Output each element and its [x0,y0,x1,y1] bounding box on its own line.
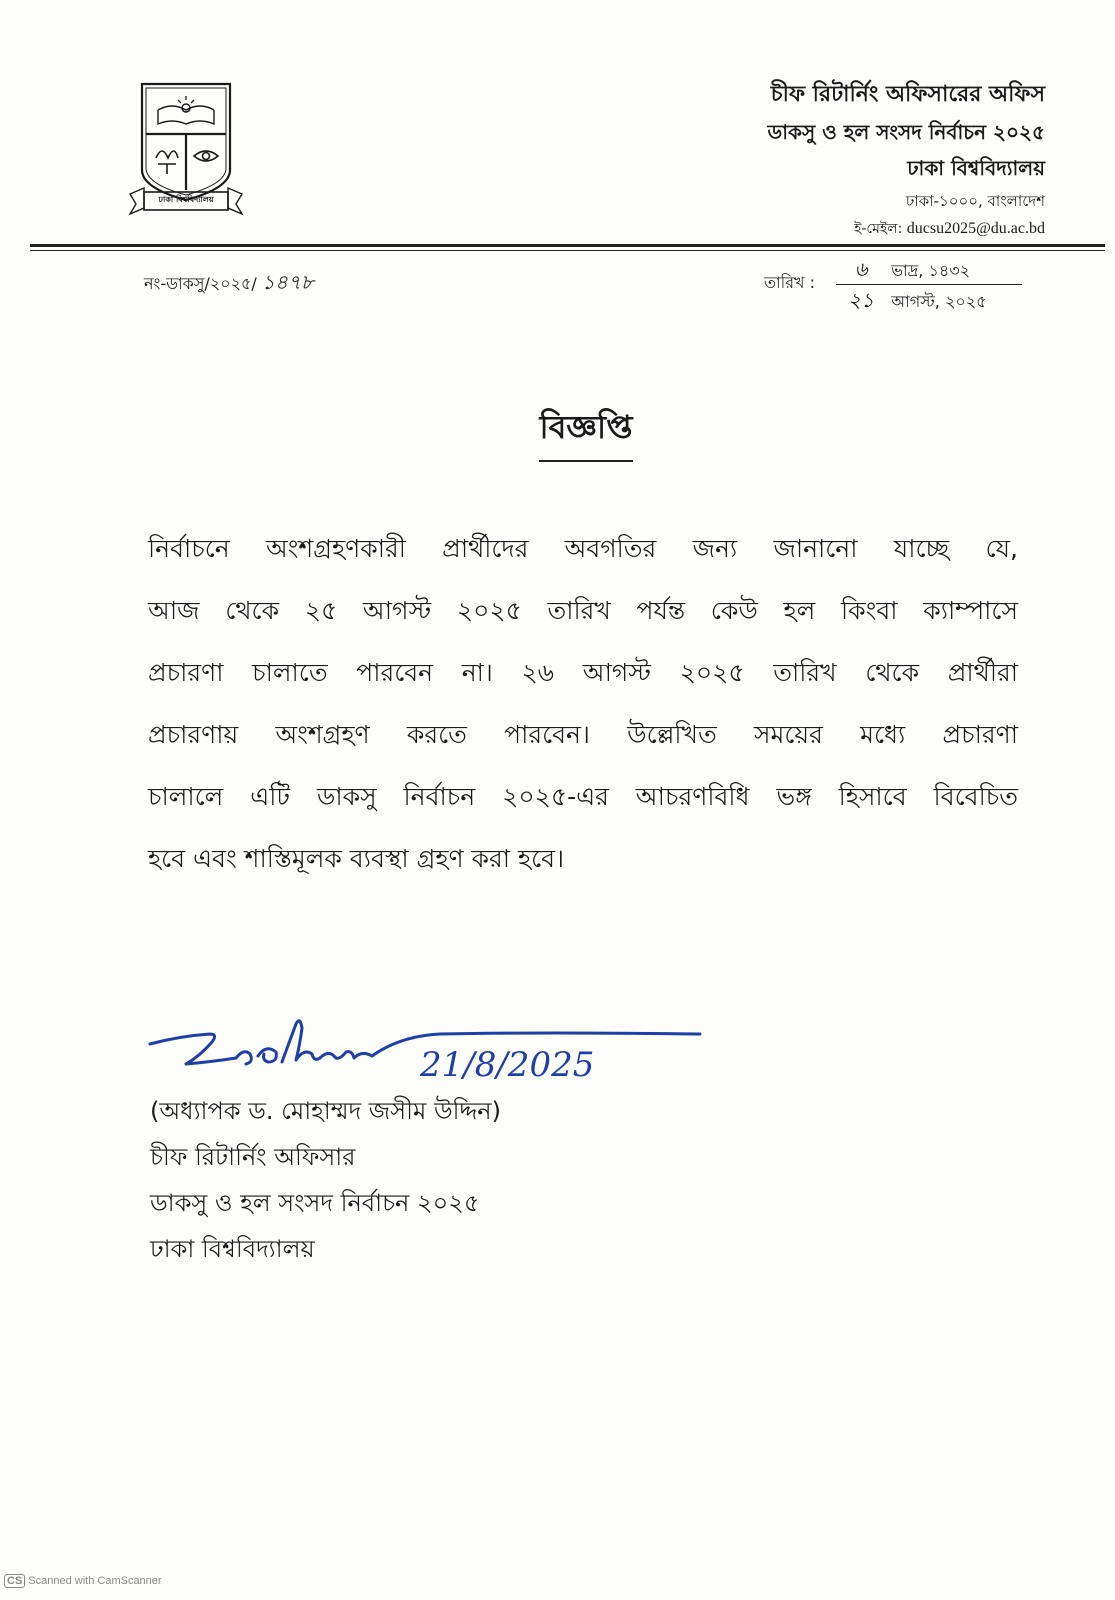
logo-banner-text: ঢাকা বিশ্ববিদ্যালয় [158,195,214,204]
english-date [836,285,1026,315]
date-label: তারিখ : [764,273,816,292]
notice-title [0,402,1115,462]
scanner-watermark [4,1574,162,1588]
body-line: চালালে এটি ডাকসু নির্বাচন ২০২৫-এর আচরণবিধি ভঙ্গ হিসাবে বিবেচিত [148,782,1018,811]
email-label: ই-মেইল: [854,221,903,237]
bangla-day: ৬ [854,257,868,281]
body-line: প্রচারণায় অংশগ্রহণ করতে পারবেন। উল্লেখিত সময়ের মধ্যে প্রচারণা [148,720,1018,749]
date-block [836,254,1026,315]
body-line: প্রচারণা চালাতে পারবেন না। ২৬ আগস্ট ২০২৫ তারিখ থেকে প্রার্থীরা [148,658,1018,687]
email-address: ducsu2025@du.ac.bd [906,220,1045,237]
memo-handwritten-number: ১৪৭৮ [261,270,314,294]
notice-title-text: বিজ্ঞপ্তি [539,402,632,462]
signatory-university: ঢাকা বিশ্ববিদ্যালয় [150,1235,315,1263]
letterhead [525,76,1045,242]
signatory-designation: চীফ রিটার্নিং অফিসার [150,1143,356,1171]
address: ঢাকা-১০০০, বাংলাদেশ [905,192,1045,210]
bangla-month-year: ভাদ্র, ১৪৩২ [891,261,971,280]
header-divider-thin [30,250,1105,251]
english-month-year: আগস্ট, ২০২৫ [891,292,987,311]
body-line: নির্বাচনে অংশগ্রহণকারী প্রার্থীদের অবগতির জন্য জানানো যাচ্ছে যে, [148,534,1018,563]
email-line [525,216,1045,242]
signatory-election: ডাকসু ও হল সংসদ নির্বাচন ২০২৫ [150,1189,480,1217]
university-name: ঢাকা বিশ্ববিদ্যালয় [907,156,1045,180]
camscanner-icon: CS [4,1574,25,1588]
english-day: ২১ [848,288,874,312]
bangla-date [836,254,1026,284]
body-line: আজ থেকে ২৫ আগস্ট ২০২৫ তারিখ পর্যন্ত কেউ হল কিংবা ক্যাম্পাসে [148,596,1018,625]
signatory-name: (অধ্যাপক ড. মোহাম্মদ জসীম উদ্দিন) [150,1097,501,1125]
memo-number [144,268,314,301]
election-name: ডাকসু ও হল সংসদ নির্বাচন ২০২৫ [767,120,1045,144]
signatory-block [150,1088,501,1272]
signature-date: 21/8/2025 [420,1045,595,1085]
watermark-text: Scanned with CamScanner [28,1575,162,1587]
body-line: হবে এবং শাস্তিমূলক ব্যবস্থা গ্রহণ করা হবে। [148,844,565,873]
notice-body [148,518,1018,890]
office-name: চীফ রিটার্নিং অফিসারের অফিস [770,82,1045,107]
memo-prefix: নং-ডাকসু/২০২৫/ [144,274,257,293]
header-divider-thick [30,244,1105,247]
